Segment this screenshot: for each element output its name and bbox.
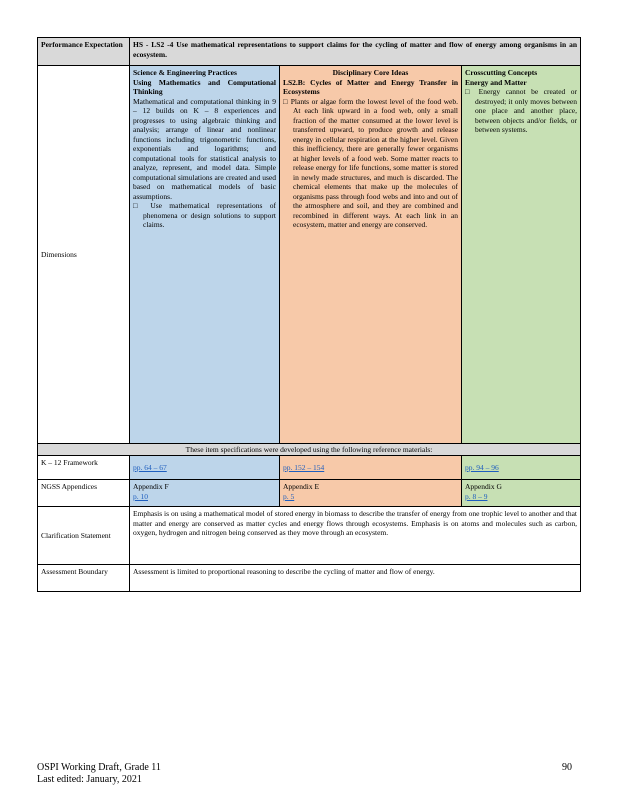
ccc-bullet: Energy cannot be created or destroyed; it only moves between one place and another place, between objects and/or fields, or between systems. (475, 87, 577, 134)
dci-cell (280, 66, 462, 443)
performance-row (38, 38, 580, 66)
bullet-icon: □ (465, 87, 479, 96)
dimensions-row (38, 66, 580, 444)
ngss-row (38, 480, 580, 507)
page-number: 90 (562, 762, 572, 773)
sep-body: Mathematical and computational thinking in 9 – 12 builds on K – 8 experiences and progresses to using algebraic thinking and analysis; arrange of linear and nonlinear functions including trigonometric functions, exponentials and logarithms; and computational tools for statistical analysis to analyze, represent, and model data. Simple computational simulations are created and used based on mathematical models of basic assumptions. (133, 96, 276, 201)
framework-dci-cell (280, 456, 462, 479)
bullet-icon: □ (283, 96, 291, 106)
dci-subtitle: LS2.B: Cycles of Matter and Energy Transfer in Ecosystems (283, 77, 458, 96)
footer-draft-line: OSPI Working Draft, Grade 11 (37, 762, 161, 773)
framework-ccc-cell (462, 456, 580, 479)
framework-dci-link[interactable]: pp. 152 – 154 (283, 462, 325, 472)
dimensions-label: Dimensions (38, 66, 130, 443)
ccc-bullet-item (465, 87, 577, 135)
dci-bullet: Plants or algae form the lowest level of the food web. At each link upward in a food web, only a small fraction of the matter consumed at the lower level is transferred upward, to produce growth and release energy in cellular respiration at the higher level. Given this inefficiency, there are generally fewer organisms at higher levels of a food web. Some matter reacts to release energy for life functions, some matter is stored in newly made structures, and much is discarded. The chemical elements that make up the molecules of organisms pass through food webs and into and out of the atmosphere and soil, and they are combined and recombined in different ways. At each link in an ecosystem, matter and energy are conserved. (290, 96, 458, 229)
framework-ccc-link[interactable]: pp. 94 – 96 (465, 462, 499, 472)
standards-table (37, 37, 581, 592)
ngss-sep-link[interactable]: p. 10 (133, 491, 148, 501)
assessment-row (38, 565, 580, 591)
ngss-dci-link[interactable]: p. 5 (283, 491, 295, 501)
sep-cell (130, 66, 280, 443)
clarification-text: Emphasis is on using a mathematical model of stored energy in biomass to describe the transfer of energy from one trophic level to another and that matter and energy are conserved as matter cycles and energy flows through ecosystems. Emphasis is on atoms and molecules such as carbon, oxygen, hydrogen and nitrogen being conserved as they move through an ecosystem. (133, 509, 577, 537)
performance-text: HS - LS2 -4 Use mathematical representations to support claims for the cycling of matter and flow of energy among organisms in an ecosystem. (133, 40, 577, 59)
clarification-row (38, 507, 580, 565)
ccc-subtitle: Energy and Matter (465, 77, 527, 87)
framework-sep-cell (130, 456, 280, 479)
footer (37, 762, 161, 786)
footer-edited-line: Last edited: January, 2021 (37, 774, 142, 785)
ngss-sep-title: Appendix F (133, 482, 169, 491)
sep-title: Science & Engineering Practices (133, 68, 237, 77)
dci-title: Disciplinary Core Ideas (332, 68, 409, 77)
ngss-ccc-cell (462, 480, 580, 506)
ccc-title: Crosscutting Concepts (465, 68, 538, 77)
ngss-ccc-link[interactable]: p. 8 – 9 (465, 491, 488, 501)
clarification-label: Clarification Statement (38, 507, 130, 564)
dci-bullet-item (283, 97, 458, 230)
ngss-dci-title: Appendix E (283, 482, 320, 491)
ccc-cell (462, 66, 580, 443)
sep-subtitle: Using Mathematics and Computational Thinking (133, 77, 276, 96)
assessment-text: Assessment is limited to proportional reasoning to describe the cycling of matter and flow of energy. (133, 567, 435, 576)
ngss-ccc-title: Appendix G (465, 482, 502, 491)
bullet-icon: □ (133, 201, 151, 210)
assessment-label: Assessment Boundary (38, 565, 130, 591)
sep-bullet-item (133, 201, 276, 230)
performance-label: Performance Expectation (38, 38, 130, 65)
ngss-dci-cell (280, 480, 462, 506)
reference-note: These item specifications were developed using the following reference materials: (185, 445, 433, 454)
framework-sep-link[interactable]: pp. 64 – 67 (133, 462, 167, 472)
ngss-label: NGSS Appendices (38, 480, 130, 506)
framework-row (38, 456, 580, 480)
sep-bullet: Use mathematical representations of phenomena or design solutions to support claims. (143, 201, 276, 229)
reference-note-row (38, 444, 580, 456)
ngss-sep-cell (130, 480, 280, 506)
framework-label: K – 12 Framework (38, 456, 130, 479)
